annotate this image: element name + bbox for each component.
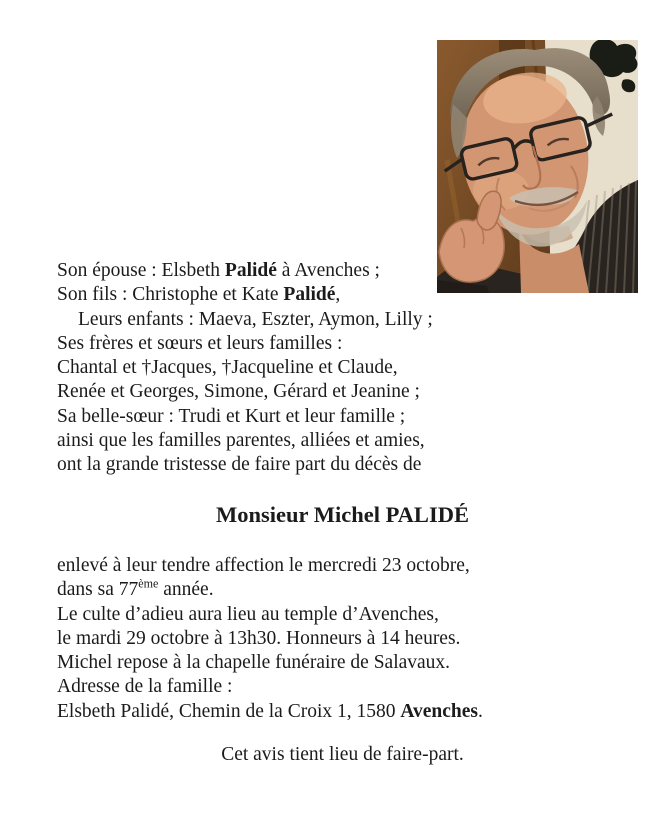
text-line <box>57 356 433 380</box>
text-segment: , <box>335 284 341 306</box>
text-segment: enlevé à leur tendre affection le mercredi 23 octobre, <box>57 555 470 576</box>
text-line <box>57 332 433 356</box>
portrait-photo <box>437 40 638 293</box>
text-line <box>57 405 433 429</box>
text-segment: Adresse de la famille : <box>57 676 233 698</box>
text-line <box>57 627 483 651</box>
family-announcement-text <box>57 259 433 478</box>
text-segment: . <box>478 700 483 722</box>
text-line <box>57 259 433 283</box>
text-line <box>57 283 433 307</box>
text-segment: Chantal et †Jacques, †Jacqueline et Claude, <box>57 357 398 379</box>
text-segment: ème <box>138 576 159 591</box>
text-line <box>57 603 483 627</box>
text-line <box>57 554 483 578</box>
funeral-details-text <box>57 554 483 724</box>
text-segment: Leurs enfants : Maeva, Eszter, Aymon, Lilly ; <box>78 308 433 330</box>
text-segment: Michel repose à la chapelle funéraire de Salavaux. <box>57 652 451 674</box>
text-line <box>57 578 483 602</box>
text-segment: Palidé <box>283 284 336 306</box>
text-segment: ont la grande tristesse de faire part du décès de <box>57 454 422 476</box>
text-line <box>57 675 483 699</box>
text-line <box>57 700 483 724</box>
text-line <box>57 453 433 477</box>
text-segment: à Avenches ; <box>276 260 380 281</box>
text-segment: Son fils : Christophe et Kate <box>57 284 284 306</box>
text-segment: dans sa 77 <box>57 579 139 601</box>
portrait-photo-image <box>437 40 638 293</box>
text-line <box>57 651 483 675</box>
text-segment: le mardi 29 octobre à 13h30. Honneurs à 14 heures. <box>57 627 461 649</box>
text-segment: Renée et Georges, Simone, Gérard et Jeanine ; <box>57 381 420 403</box>
text-line <box>57 380 433 404</box>
text-segment: Palidé <box>224 260 277 281</box>
text-segment: ainsi que les familles parentes, alliées et amies, <box>57 430 425 452</box>
text-segment: Ses frères et sœurs et leurs familles : <box>57 332 343 354</box>
deceased-name-heading: Monsieur Michel PALIDÉ <box>216 502 469 527</box>
closing-line: Cet avis tient lieu de faire-part. <box>221 744 464 765</box>
text-segment: Sa belle-sœur : Trudi et Kurt et leur famille ; <box>57 405 406 427</box>
text-line <box>57 308 433 332</box>
text-segment: Avenches <box>400 700 479 722</box>
text-line <box>57 429 433 453</box>
text-segment: année. <box>158 579 214 601</box>
text-segment: Son épouse : Elsbeth <box>57 260 225 281</box>
text-segment: Le culte d’adieu aura lieu au temple d’Avenches, <box>57 603 439 625</box>
text-segment: Elsbeth Palidé, Chemin de la Croix 1, 1580 <box>57 700 401 722</box>
